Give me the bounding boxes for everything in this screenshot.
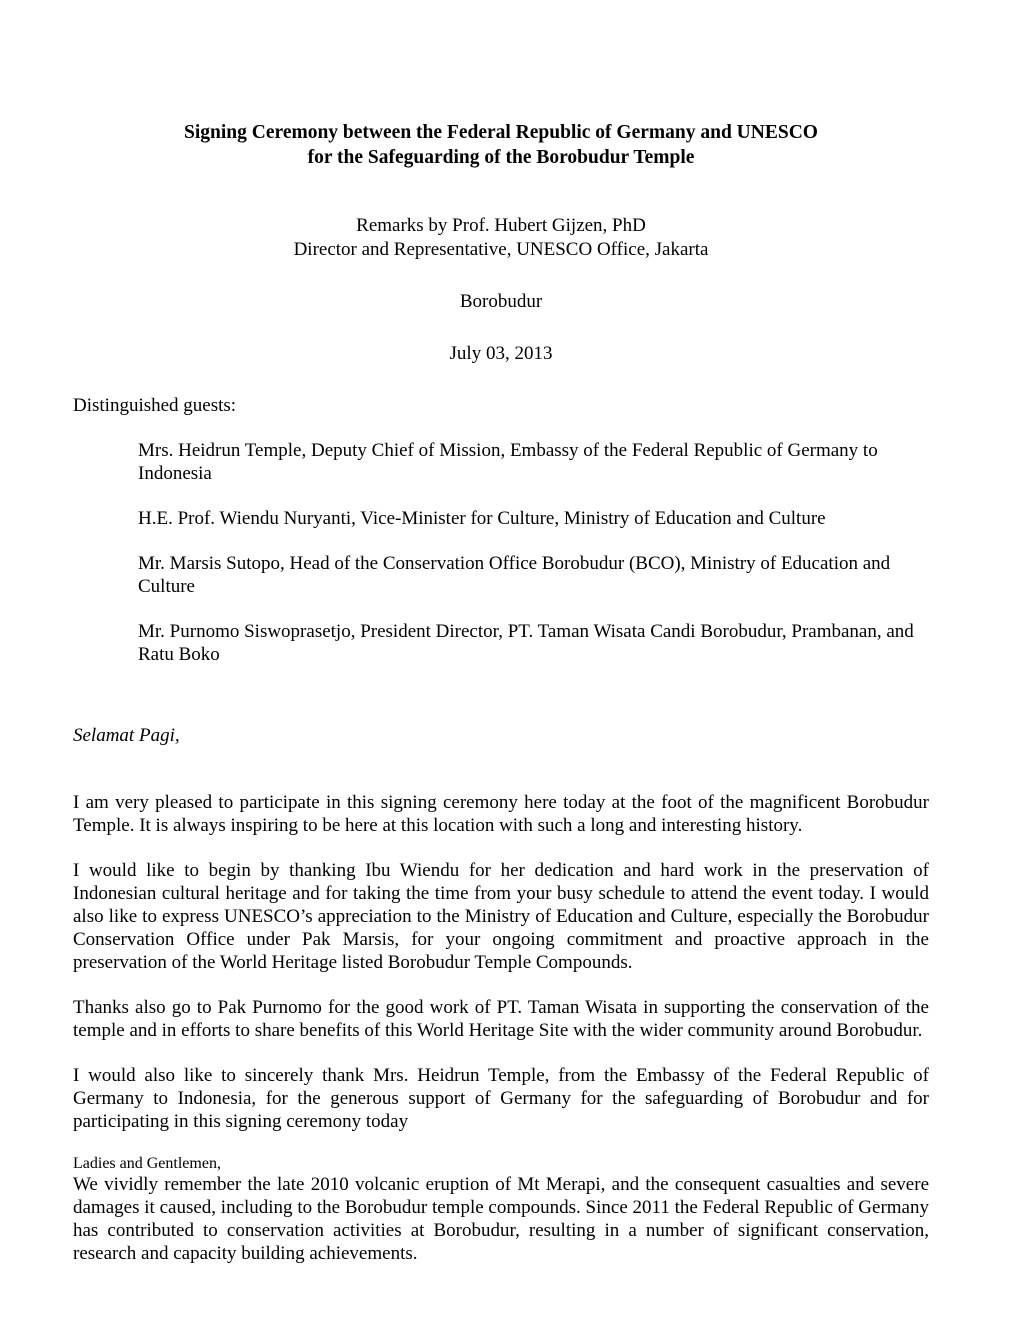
document-body xyxy=(73,120,929,1265)
title-line-1: Signing Ceremony between the Federal Republic of Germany and UNESCO xyxy=(184,122,818,143)
greeting: Selamat Pagi, xyxy=(73,725,180,746)
spacer-after-title xyxy=(73,170,929,214)
page-title xyxy=(73,120,929,170)
title-line-2: for the Safeguarding of the Borobudur Temple xyxy=(307,147,695,168)
byline xyxy=(73,214,929,262)
list-item: Mrs. Heidrun Temple, Deputy Chief of Mission, Embassy of the Federal Republic of Germany to Indonesia xyxy=(138,440,878,484)
event-place: Borobudur xyxy=(459,291,543,312)
body-paragraph-2: I would like to begin by thanking Ibu Wiendu for her dedication and hard work in the preservation of Indonesian cultural heritage and for taking the time from your busy schedule to attend the event today. I would also like to express UNESCO’s appreciation to the Ministry of Education and Culture, especially the Borobudur Conservation Office under Pak Marsis, for your ongoing commitment and proactive approach in the preservation of the World Heritage listed Borobudur Temple Compounds. xyxy=(73,860,929,973)
byline-role: Director and Representative, UNESCO Office, Jakarta xyxy=(293,239,709,260)
spacer-after-salutation xyxy=(73,417,929,439)
body-paragraph-3: Thanks also go to Pak Purnomo for the good work of PT. Taman Wisata in supporting the conservation of the temple and in efforts to share benefits of this World Heritage Site with the wider community around Borobudur. xyxy=(73,997,929,1041)
guest-list xyxy=(73,439,929,666)
list-item: H.E. Prof. Wiendu Nuryanti, Vice-Minister for Culture, Ministry of Education and Culture xyxy=(138,508,826,529)
closing-block xyxy=(73,1155,929,1265)
spacer-after-greeting xyxy=(73,747,929,791)
event-date: July 03, 2013 xyxy=(449,343,553,364)
spacer-before-greeting xyxy=(73,666,929,724)
body-paragraph-4: I would also like to sincerely thank Mrs. Heidrun Temple, from the Embassy of the Federal Republic of Germany to Indonesia, for the generous support of Germany for the safeguarding of Borobudur and for participating in this signing ceremony today xyxy=(73,1065,929,1132)
spacer-after-byline xyxy=(73,262,929,290)
closing-paragraph: We vividly remember the late 2010 volcanic eruption of Mt Merapi, and the consequent casualties and severe damages it caused, including to the Borobudur temple compounds. Since 2011 the Federal Republic of Germany has contributed to conservation activities at Borobudur, resulting in a number of significant conservation, research and capacity building achievements. xyxy=(73,1174,929,1264)
body-paragraph-1: I am very pleased to participate in this signing ceremony here today at the foot of the magnificent Borobudur Temple. It is always inspiring to be here at this location with such a long and interesting history. xyxy=(73,792,929,836)
byline-speaker: Remarks by Prof. Hubert Gijzen, PhD xyxy=(356,215,646,236)
spacer-after-date xyxy=(73,366,929,394)
list-item: Mr. Marsis Sutopo, Head of the Conservation Office Borobudur (BCO), Ministry of Education and Culture xyxy=(138,553,891,597)
spacer-after-place xyxy=(73,314,929,342)
closing-address: Ladies and Gentlemen, xyxy=(73,1155,221,1172)
list-item: Mr. Purnomo Siswoprasetjo, President Director, PT. Taman Wisata Candi Borobudur, Prambanan, and Ratu Boko xyxy=(138,621,914,665)
salutation: Distinguished guests: xyxy=(73,395,237,416)
